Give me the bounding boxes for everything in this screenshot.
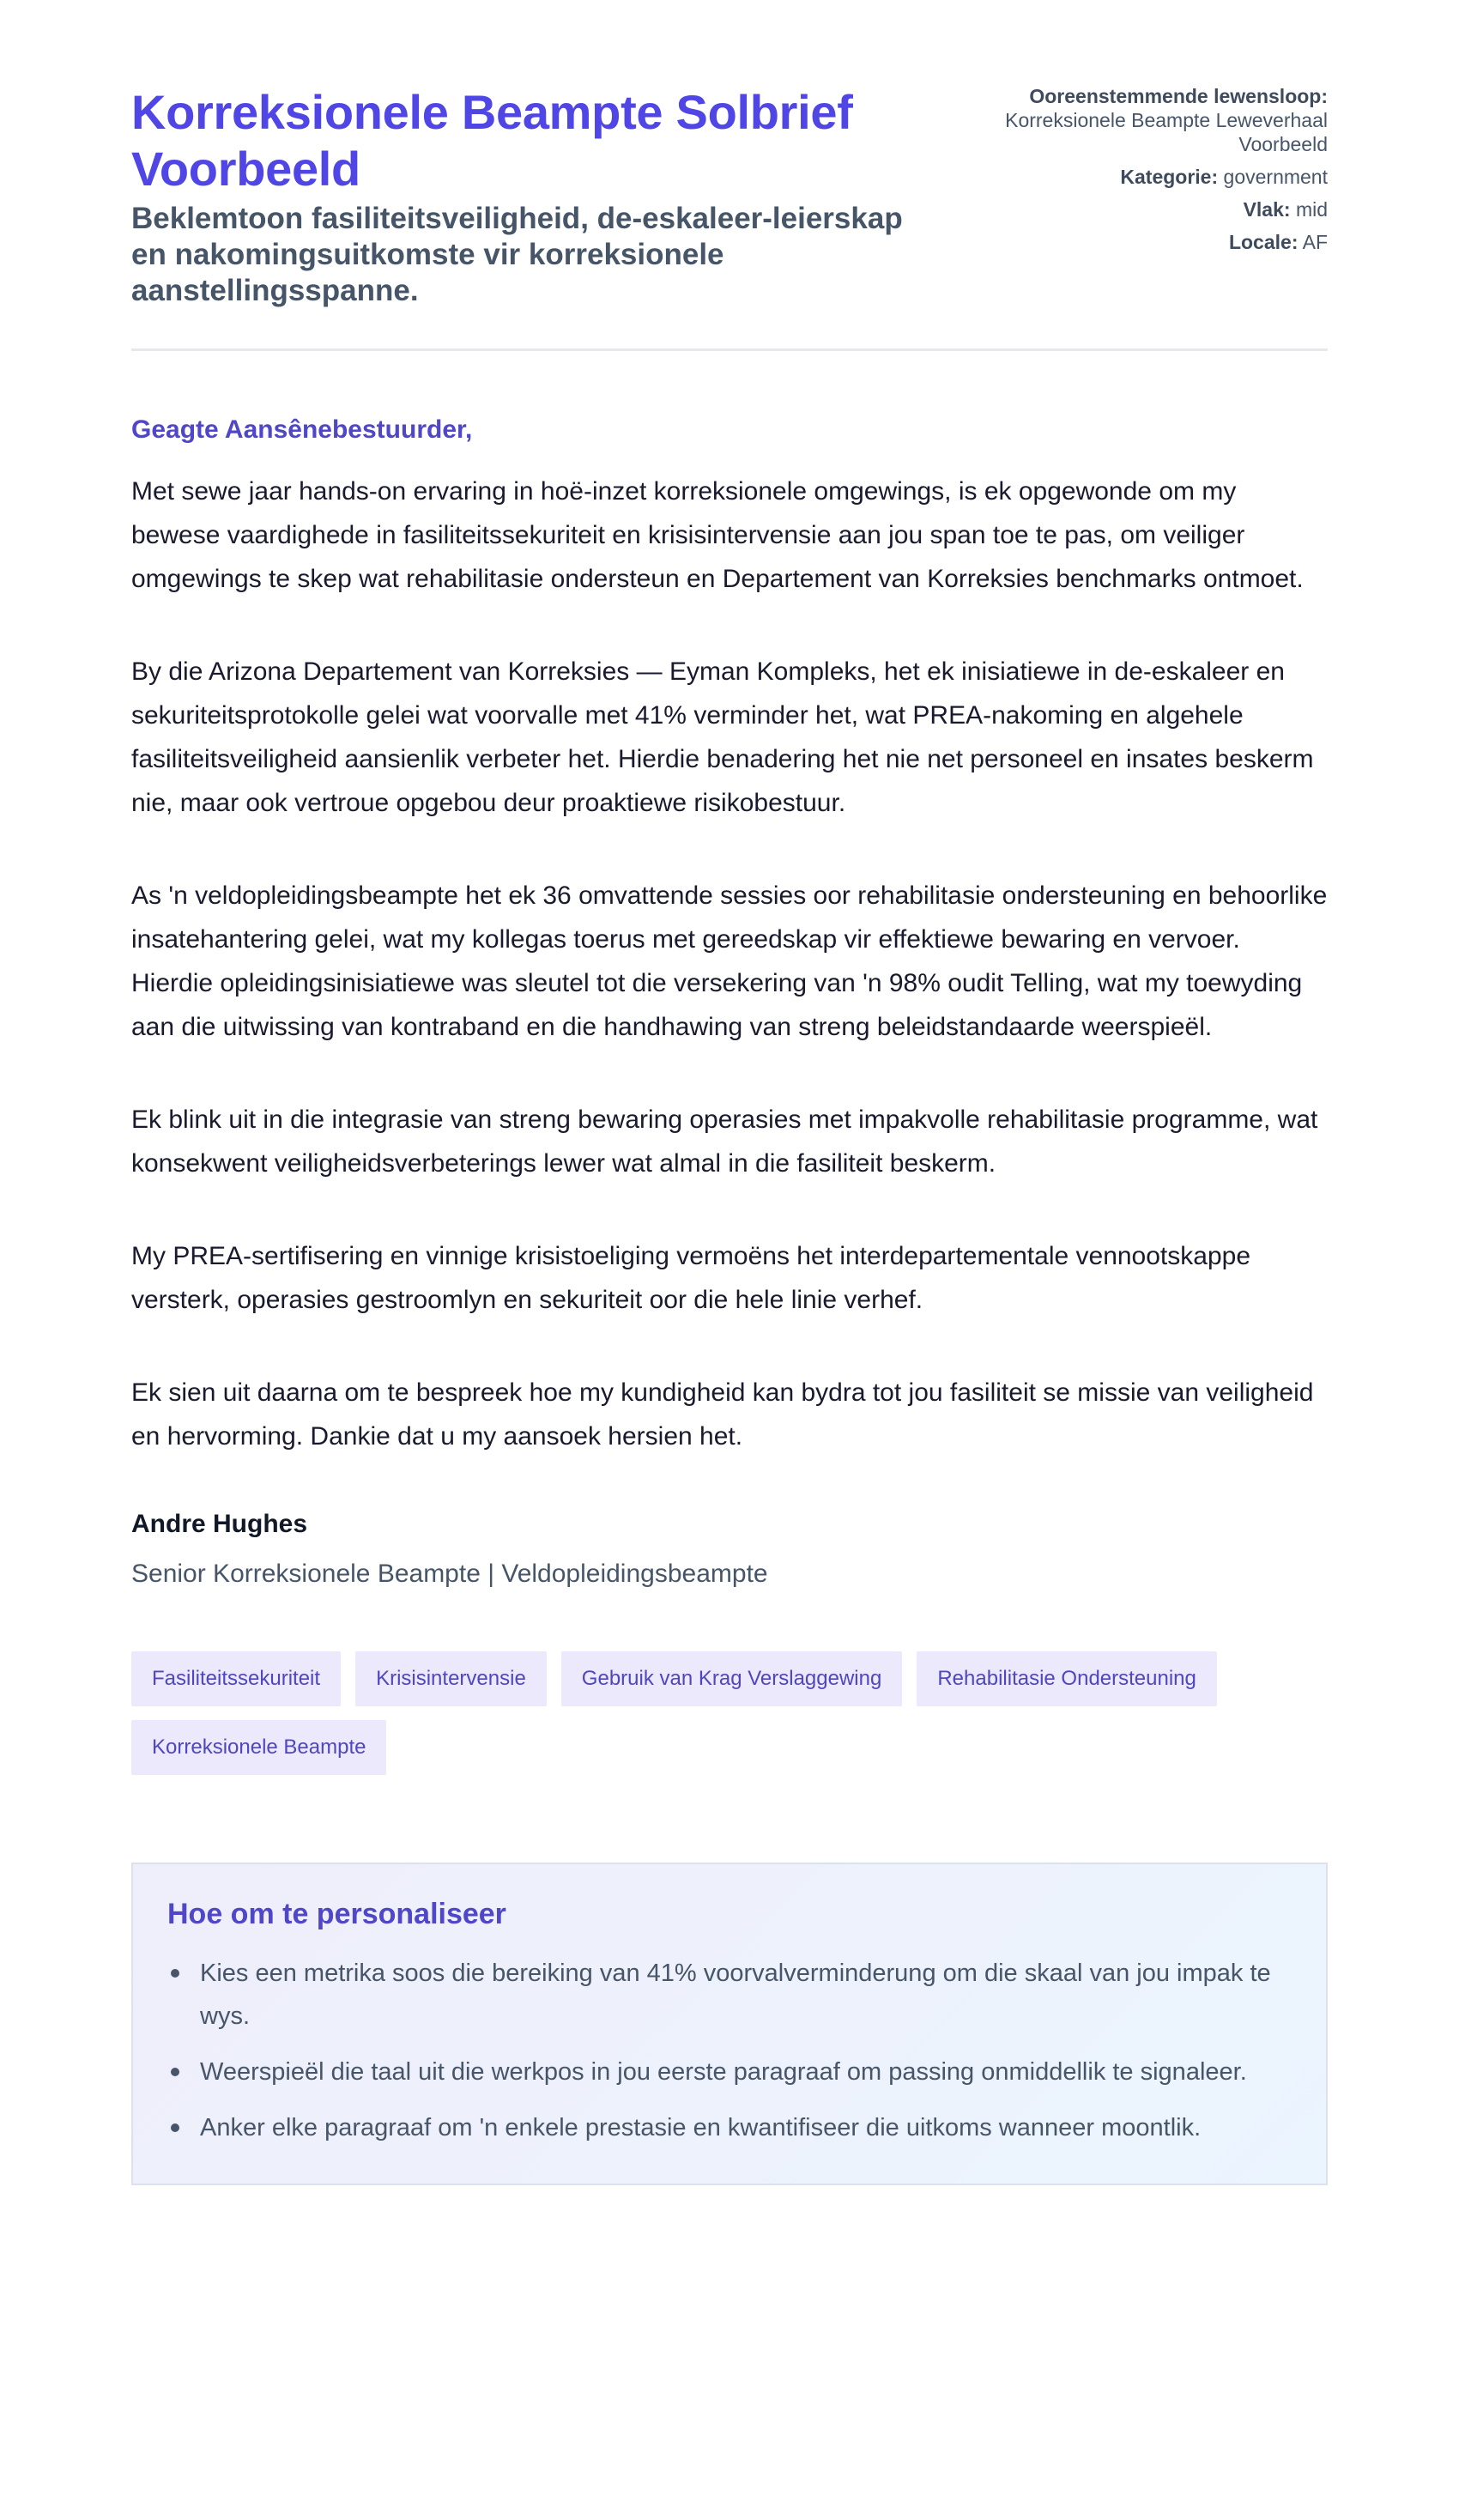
tips-item-text: Kies een metrika soos die bereiking van 41% voorvalverminderung om die skaal van jou impak te wys. [200,1960,1271,2030]
letter-paragraph: Met sewe jaar hands-on ervaring in hoë-inzet korreksionele omgewings, is ek opgewonde om my bewese vaardighede in fasiliteitssekuriteit en krisisintervensie aan jou span toe te pas, om veiliger omgewings te skep wat rehabilitasie ondersteun en Departement van Korreksies benchmarks ontmoet. [131,477,1304,593]
letter-body [131,413,1328,1591]
salutation: Geagte Aansênebestuurder, [131,415,473,444]
meta-matching-resume-label: Ooreenstemmende lewensloop: [1029,85,1328,107]
letter-paragraph: By die Arizona Departement van Korreksies — Eyman Kompleks, het ek inisiatiewe in de-eskaleer en sekuriteitsprotokolle gelei wat voorvalle met 41% verminder het, wat PREA-nakoming en algehele fasiliteitsveiligheid aansienlik verbeter het. Hierdie benadering het nie net personeel en insates beskerm nie, maar ook vertroue opgebou deur proaktiewe risikobestuur. [131,657,1314,817]
letter-paragraph: Ek blink uit in die integrasie van streng bewaring operasies met impakvolle rehabilitasie programme, wat konsekwent veiligheidsverbeterings lewer wat almal in die fasiliteit beskerm. [131,1106,1318,1178]
letter-paragraph: Ek sien uit daarna om te bespreek hoe my kundigheid kan bydra tot jou fasiliteit se missie van veiligheid en hervorming. Dankie dat u my aansoek hersien het. [131,1378,1314,1451]
page-subtitle: Beklemtoon fasiliteitsveiligheid, de-eskaleer-leierskap en nakomingsuitkomste vir korreksionele aanstellingsspanne. [131,202,903,307]
tag-chip[interactable]: Krisisintervensie [355,1651,547,1706]
meta-locale-label: Locale: [1228,231,1299,253]
letter-paragraph: My PREA-sertifisering en vinnige krisistoeliging vermoëns het interdepartementale vennootskappe versterk, operasies gestroomlyn en sekuriteit oor die hele linie verhef. [131,1242,1251,1314]
page-header [131,84,1328,351]
letter-paragraph: As 'n veldopleidingsbeampte het ek 36 omvattende sessies oor rehabilitasie ondersteuning en behoorlike insatehantering gelei, wat my kollegas toerus met gereedskap vir effektiewe bewaring en vervoer. Hierdie opleidingsinisiatiewe was sleutel tot die versekering van 'n 98% oudit Telling, wat my toewyding aan die uitwissing van kontraband en die handhawing van streng beleidstandaarde weerspieël. [131,881,1328,1041]
bullet-icon [171,1969,179,1978]
tag-chip[interactable]: Gebruik van Krag Verslaggewing [561,1651,903,1706]
meta-locale-value: AF [1302,231,1328,253]
bullet-icon [171,2123,179,2132]
letter-paragraphs [131,469,1328,1458]
tips-list-item [167,2051,1292,2093]
tips-list-item [167,1952,1292,2038]
tag-chip[interactable]: Fasiliteitssekuriteit [131,1651,341,1706]
tips-title: Hoe om te personaliseer [167,1898,506,1930]
signature-name: Andre Hughes [131,1510,308,1538]
meta-matching-resume [924,84,1328,156]
personalize-tips-box [131,1863,1328,2185]
meta-level [924,197,1328,221]
metadata-panel [924,84,1328,263]
meta-matching-resume-link[interactable]: Korreksionele Beampte Leweverhaal Voorbeeld [1005,109,1328,155]
tips-list [167,1952,1292,2149]
signature-title: Senior Korreksionele Beampte | Veldopleidingsbeampte [131,1560,768,1588]
meta-level-label: Vlak: [1243,198,1291,221]
tips-list-item [167,2106,1292,2149]
meta-category-label: Kategorie: [1120,166,1219,188]
header-titles [131,84,904,309]
meta-level-value: mid [1295,198,1328,221]
signature-block [131,1507,1328,1591]
tag-chip[interactable]: Rehabilitasie Ondersteuning [917,1651,1217,1706]
tips-item-text: Anker elke paragraaf om 'n enkele prestasie en kwantifiseer die uitkoms wanneer moontlik. [200,2114,1202,2141]
tag-chip[interactable]: Korreksionele Beampte [131,1720,386,1775]
meta-category-value: government [1223,166,1328,188]
page-title: Korreksionele Beampte Solbrief Voorbeeld [131,85,853,196]
tips-item-text: Weerspieël die taal uit die werkpos in jou eerste paragraaf om passing onmiddellik te signaleer. [200,2058,1247,2086]
bullet-icon [171,2068,179,2076]
meta-category [924,165,1328,189]
meta-locale [924,230,1328,254]
skill-tags [131,1651,1333,1775]
